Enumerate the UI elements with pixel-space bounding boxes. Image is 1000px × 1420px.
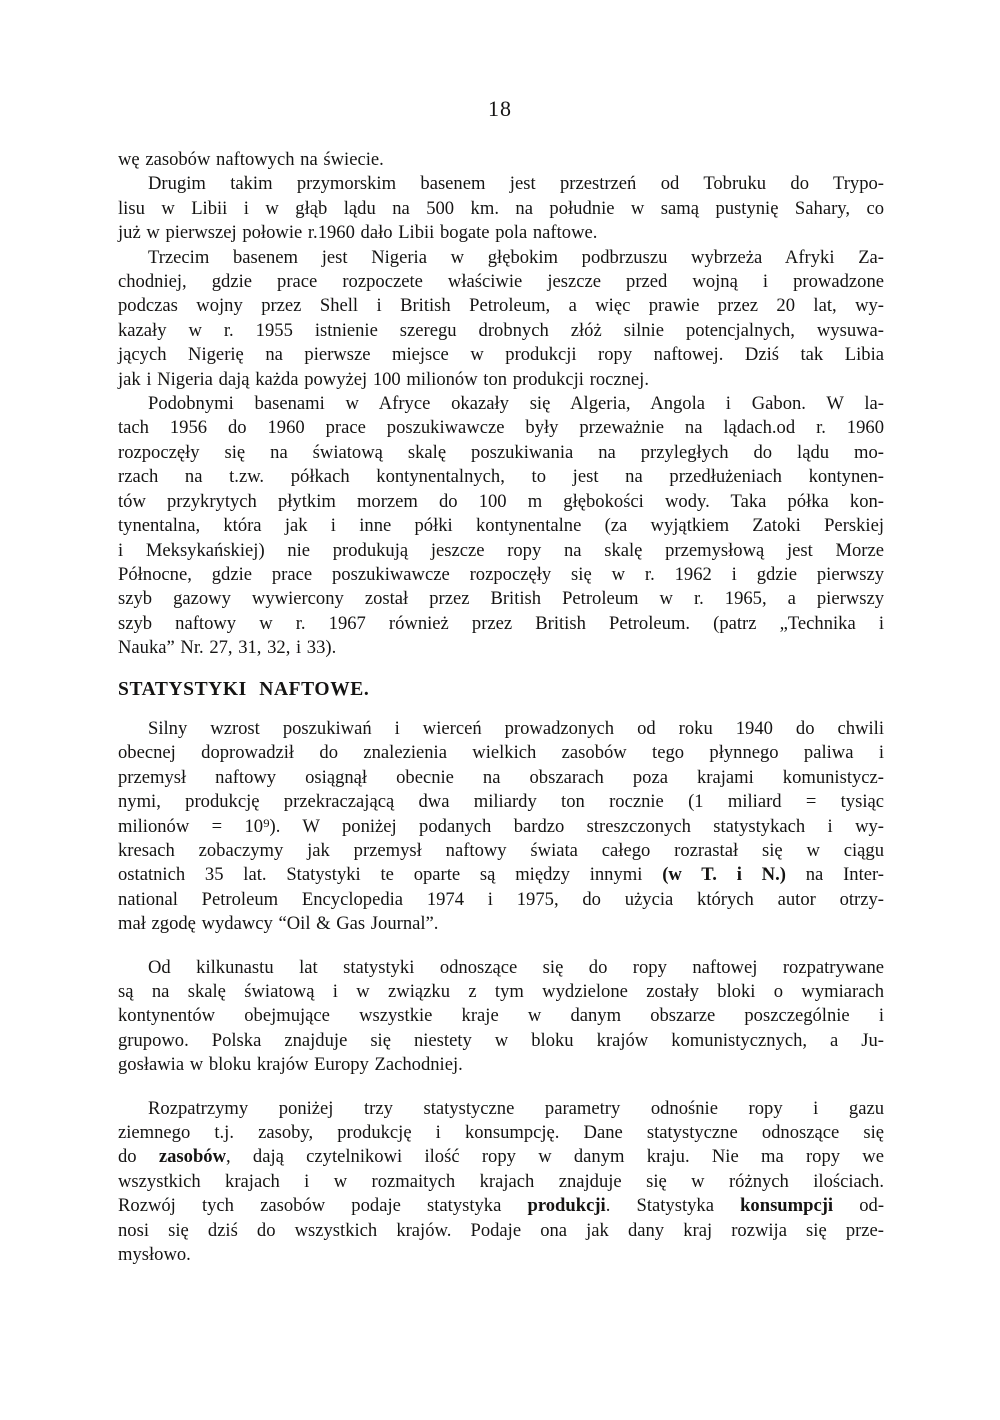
text-block [118,148,884,1267]
text-line: milionów = 10⁹). W poniżej podanych bardzo streszczonych statystykach i wy- [118,815,884,837]
text-line: szyb gazowy wywiercony został przez British Petroleum w r. 1965, a pierwszy [118,588,884,610]
text-line: Drugim takim przymorskim basenem jest przestrzeń od Tobruku do Trypo- [148,173,884,195]
text-line: lisu w Libii i w głąb lądu na 500 km. na południe w samą pustynię Sahary, co [118,197,884,219]
text-line: mysłowo. [118,1244,191,1266]
text-line: są na skalę światową i w związku z tym wydzielone zostały bloki o wymiarach [118,981,884,1002]
text-line: kazały w r. 1955 istnienie szeregu drobnych złóż silnie potencjalnych, wysuwa- [118,319,884,341]
text-line: obecnej doprowadził do znalezienia wielkich zasobów tego płynnego paliwa i [118,742,884,764]
text-line: kontynentów obejmujące wszystkie kraje w danym obszarze poszczególnie i [118,1005,884,1027]
text-line: Nauka” Nr. 27, 31, 32, i 33). [118,637,337,659]
text-line: i Meksykańskiej) nie produkują jeszcze ropy na skalę przemysłową jest Morze [118,539,884,561]
text-line: przemysł naftowy osiągnął obecnie na obszarach poza krajami komunistycz- [118,766,884,788]
text-line: szyb naftowy w r. 1967 również przez British Petroleum. (patrz „Technika i [118,612,884,634]
text-line: nosi się dziś do wszystkich krajów. Podaje ona jak dany kraj rozwija się prze- [118,1219,884,1241]
section-heading [118,678,884,702]
text-line: tynentalna, która jak i inne półki kontynentalne (za wyjątkiem Zatoki Perskiej [118,515,884,537]
text-line: nymi, produkcję przekraczającą dwa miliardy ton rocznie (1 miliard = tysiąc [118,791,884,813]
text-line: Rozpatrzymy poniżej trzy statystyczne parametry odnośnie ropy i gazu [148,1097,884,1119]
paragraph [118,956,884,1078]
text-line: STATYSTYKI NAFTOWE. [118,678,370,700]
text-line: podczas wojny przez Shell i British Petroleum, a więc prawie przez 20 lat, wy- [118,295,884,317]
text-line: Trzecim basenem jest Nigeria w głębokim podbrzuszu wybrzeża Afryki Za- [148,246,884,268]
text-line: rzach na t.zw. półkach kontynentalnych, to jest na przedłużeniach kontynen- [118,466,884,488]
text-line: chodniej, gdzie prace rozpoczete właściwie jeszcze przed wojną i prowadzone [118,271,884,293]
text-line: do zasobów, dają czytelnikowi ilość ropy w danym kraju. Nie ma ropy we [118,1146,884,1168]
text-line: jak i Nigeria dają każda powyżej 100 milionów ton produkcji rocznej. [118,368,649,390]
paragraph [118,172,884,245]
text-line: kresach zobaczymy jak przemysł naftowy świata całego rozrastał się w ciągu [118,839,884,861]
paragraph [118,148,884,172]
text-line: tów przykrytych płytkim morzem do 100 m głębokości wody. Taka półka kon- [118,490,884,512]
text-line: już w pierwszej połowie r.1960 dało Libii bogate pola naftowe. [118,222,598,244]
text-line: Podobnymi basenami w Afryce okazały się Algeria, Angola i Gabon. W la- [148,393,884,415]
text-line: gosławia w bloku krajów Europy Zachodniej. [118,1054,463,1076]
text-line: ostatnich 35 lat. Statystyki te oparte są między innymi (w T. i N.) na Inter- [118,864,884,886]
text-line: Silny wzrost poszukiwań i wierceń prowadzonych od roku 1940 do chwili [148,717,884,739]
text-line: grupowo. Polska znajduje się niestety w bloku krajów komunistycznych, a Ju- [118,1029,884,1051]
paragraph [118,717,884,937]
text-line: wę zasobów naftowych na świecie. [118,149,384,170]
text-line: Północne, gdzie prace poszukiwawcze rozpoczęły się w r. 1962 i gdzie pierwszy [118,563,884,585]
text-line: rozpoczęły się na światową skalę poszukiwania na przyległych do lądu mo- [118,441,884,463]
text-line: jących Nigerię na pierwsze miejsce w produkcji ropy naftowej. Dziś tak Libia [118,344,884,366]
paragraph [118,246,884,392]
text-line: mał zgodę wydawcy “Oil & Gas Journal”. [118,913,439,935]
paragraph [118,1097,884,1268]
text-line: Od kilkunastu lat statystyki odnoszące się do ropy naftowej rozpatrywane [148,956,884,978]
text-line: Rozwój tych zasobów podaje statystyka produkcji. Statystyka konsumpcji od- [118,1195,885,1217]
text-line: wszystkich krajach i w rozmaitych krajach znajduje się w różnych ilościach. [118,1170,884,1192]
paragraph [118,392,884,660]
text-line: national Petroleum Encyclopedia 1974 i 1975, do użycia których autor otrzy- [118,888,884,910]
page-number: 18 [488,96,512,121]
text-line: ziemnego t.j. zasoby, produkcję i konsumpcję. Dane statystyczne odnoszące się [118,1122,884,1144]
text-line: tach 1956 do 1960 prace poszukiwawcze były przeważnie na lądach.od r. 1960 [118,417,884,439]
